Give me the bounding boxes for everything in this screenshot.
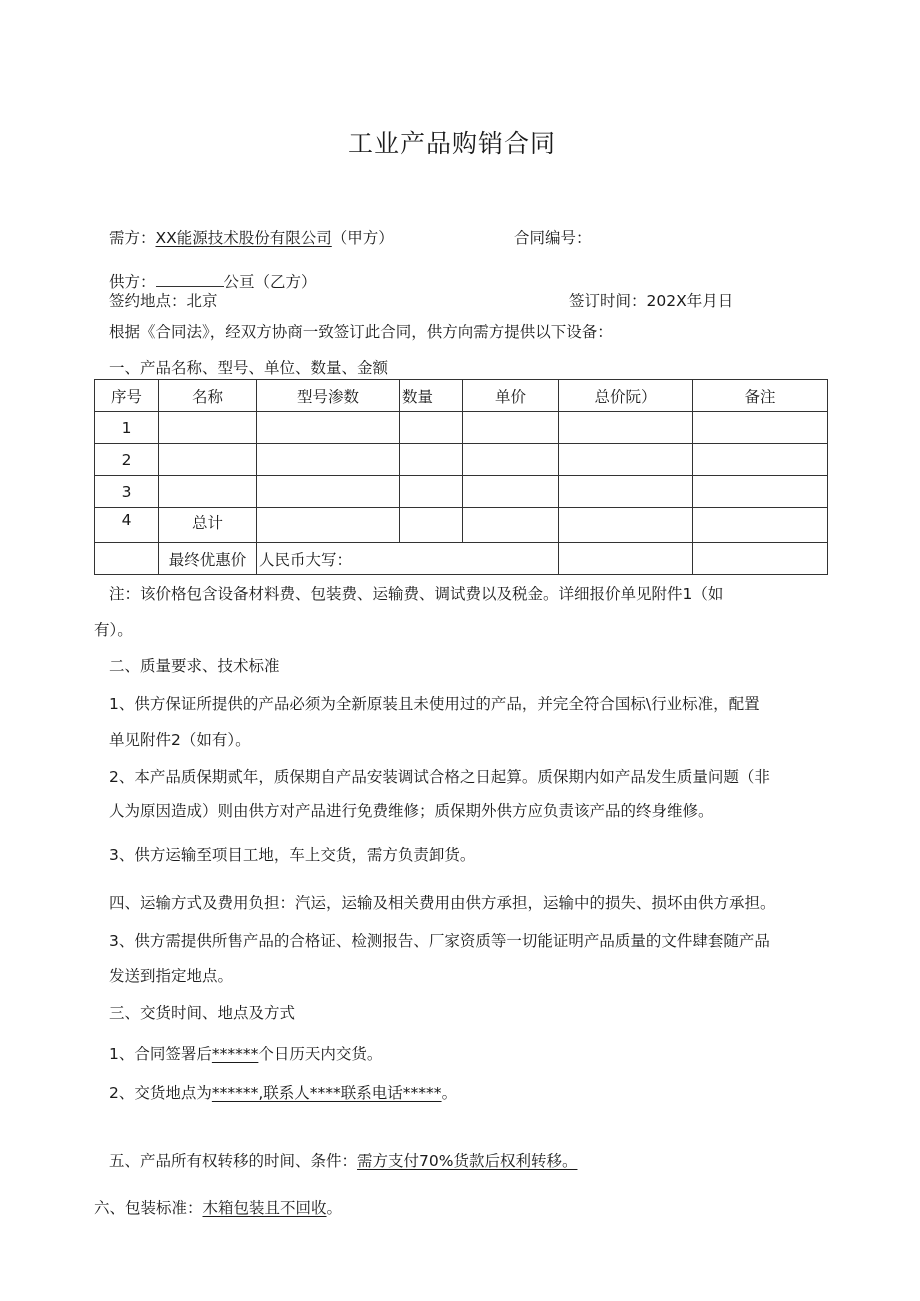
table-header-cell: 数量 xyxy=(400,380,463,412)
sign-time-label: 签订时间： xyxy=(569,292,647,310)
table-header-cell: 名称 xyxy=(159,380,257,412)
sign-time-value: 202X年月日 xyxy=(646,292,734,310)
delivery-item-2-suffix: 。 xyxy=(441,1084,458,1102)
quality-item-3: 3、供方运输至项目工地，车上交货，需方负责卸货。 xyxy=(109,846,476,864)
page-title: 工业产品购销合同 xyxy=(348,129,557,158)
table-header-row xyxy=(95,380,828,412)
party-b-line xyxy=(109,270,317,292)
quality-item-2-line-1: 2、本产品质保期贰年，质保期自产品安装调试合格之日起算。质保期内如产品发生质量问题（非 xyxy=(109,768,770,786)
total-label: 总计 xyxy=(159,508,257,543)
quality-item-1-line-2: 单见附件2（如有）。 xyxy=(109,731,251,749)
delivery-item-1 xyxy=(109,1044,382,1064)
section2-title: 二、质量要求、技术标准 xyxy=(109,657,280,675)
party-a-name: XX能源技术股份有限公司 xyxy=(155,229,332,247)
delivery-item-1-suffix: 个日历天内交货。 xyxy=(258,1045,383,1063)
section4-transport: 四、运输方式及费用负担：汽运，运输及相关费用由供方承担，运输中的损失、损坏由供方承担。 xyxy=(109,894,776,912)
contract-no-label: 合同编号： xyxy=(514,229,592,247)
table-row xyxy=(95,444,828,476)
table-header-cell: 总价阮） xyxy=(559,380,693,412)
row-number: 3 xyxy=(95,476,159,508)
section5-prefix: 五、产品所有权转移的时间、条件： xyxy=(109,1152,358,1170)
intro-text: 根据《合同法》，经双方协商一致签订此合同，供方向需方提供以下设备： xyxy=(109,323,613,341)
table-header-cell: 单价 xyxy=(463,380,559,412)
delivery-item-2-prefix: 2、交货地点为 xyxy=(109,1084,212,1102)
section5-value: 需方支付70%货款后权利转移。 xyxy=(357,1152,578,1170)
quality-item-1-line-1: 1、供方保证所提供的产品必须为全新原装且未使用过的产品，并完全符合国标\行业标准，配置 xyxy=(109,695,760,713)
party-b-suffix: 公亘（乙方） xyxy=(223,273,317,291)
note-line-1: 注：该价格包含设备材料费、包装费、运输费、调试费以及税金。详细报价单见附件1（如 xyxy=(109,585,724,603)
section6-suffix: 。 xyxy=(326,1199,343,1217)
delivery-item-2 xyxy=(109,1083,457,1103)
sign-place: 签约地点：北京 xyxy=(109,292,218,310)
final-price-label: 最终优惠价 xyxy=(159,543,257,575)
table-header-cell: 型号渗数 xyxy=(257,380,400,412)
section6-value: 木箱包装且不回收 xyxy=(202,1199,327,1217)
section3-title: 三、交货时间、地点及方式 xyxy=(109,1004,296,1022)
table-total-row xyxy=(95,508,828,543)
docs-item-line-1: 3、供方需提供所售产品的合格证、检测报告、厂家资质等一切能证明产品质量的文件肆套随产品 xyxy=(109,932,770,950)
row-number: 1 xyxy=(95,412,159,444)
delivery-days-blank: ****** xyxy=(211,1045,259,1063)
delivery-item-1-prefix: 1、合同签署后 xyxy=(109,1045,212,1063)
party-a-role: （甲方） xyxy=(331,229,394,247)
party-b-blank xyxy=(156,270,224,287)
party-a-label: 需方： xyxy=(109,229,156,247)
section5-ownership xyxy=(109,1151,577,1171)
table-row xyxy=(95,476,828,508)
product-table xyxy=(94,379,828,575)
sign-time xyxy=(569,291,733,311)
party-a-line xyxy=(109,228,394,248)
table-row xyxy=(95,412,828,444)
row-number: 4 xyxy=(95,508,159,543)
table-header-cell: 序号 xyxy=(95,380,159,412)
section1-title: 一、产品名称、型号、单位、数量、金额 xyxy=(109,359,389,377)
party-b-label: 供方： xyxy=(109,273,156,291)
section6-prefix: 六、包装标准： xyxy=(94,1199,203,1217)
note-line-2: 有）。 xyxy=(94,621,133,639)
quality-item-2-line-2: 人为原因造成）则由供方对产品进行免费维修；质保期外供方应负责该产品的终身维修。 xyxy=(109,802,714,820)
section6-packaging xyxy=(94,1198,342,1218)
row-number: 2 xyxy=(95,444,159,476)
table-header-cell: 备注 xyxy=(693,380,828,412)
delivery-place-blank: ******,联系人****联系电话***** xyxy=(211,1084,442,1102)
rmb-amount-label: 人民币大写： xyxy=(257,543,559,575)
table-final-price-row xyxy=(95,543,828,575)
docs-item-line-2: 发送到指定地点。 xyxy=(109,967,234,985)
